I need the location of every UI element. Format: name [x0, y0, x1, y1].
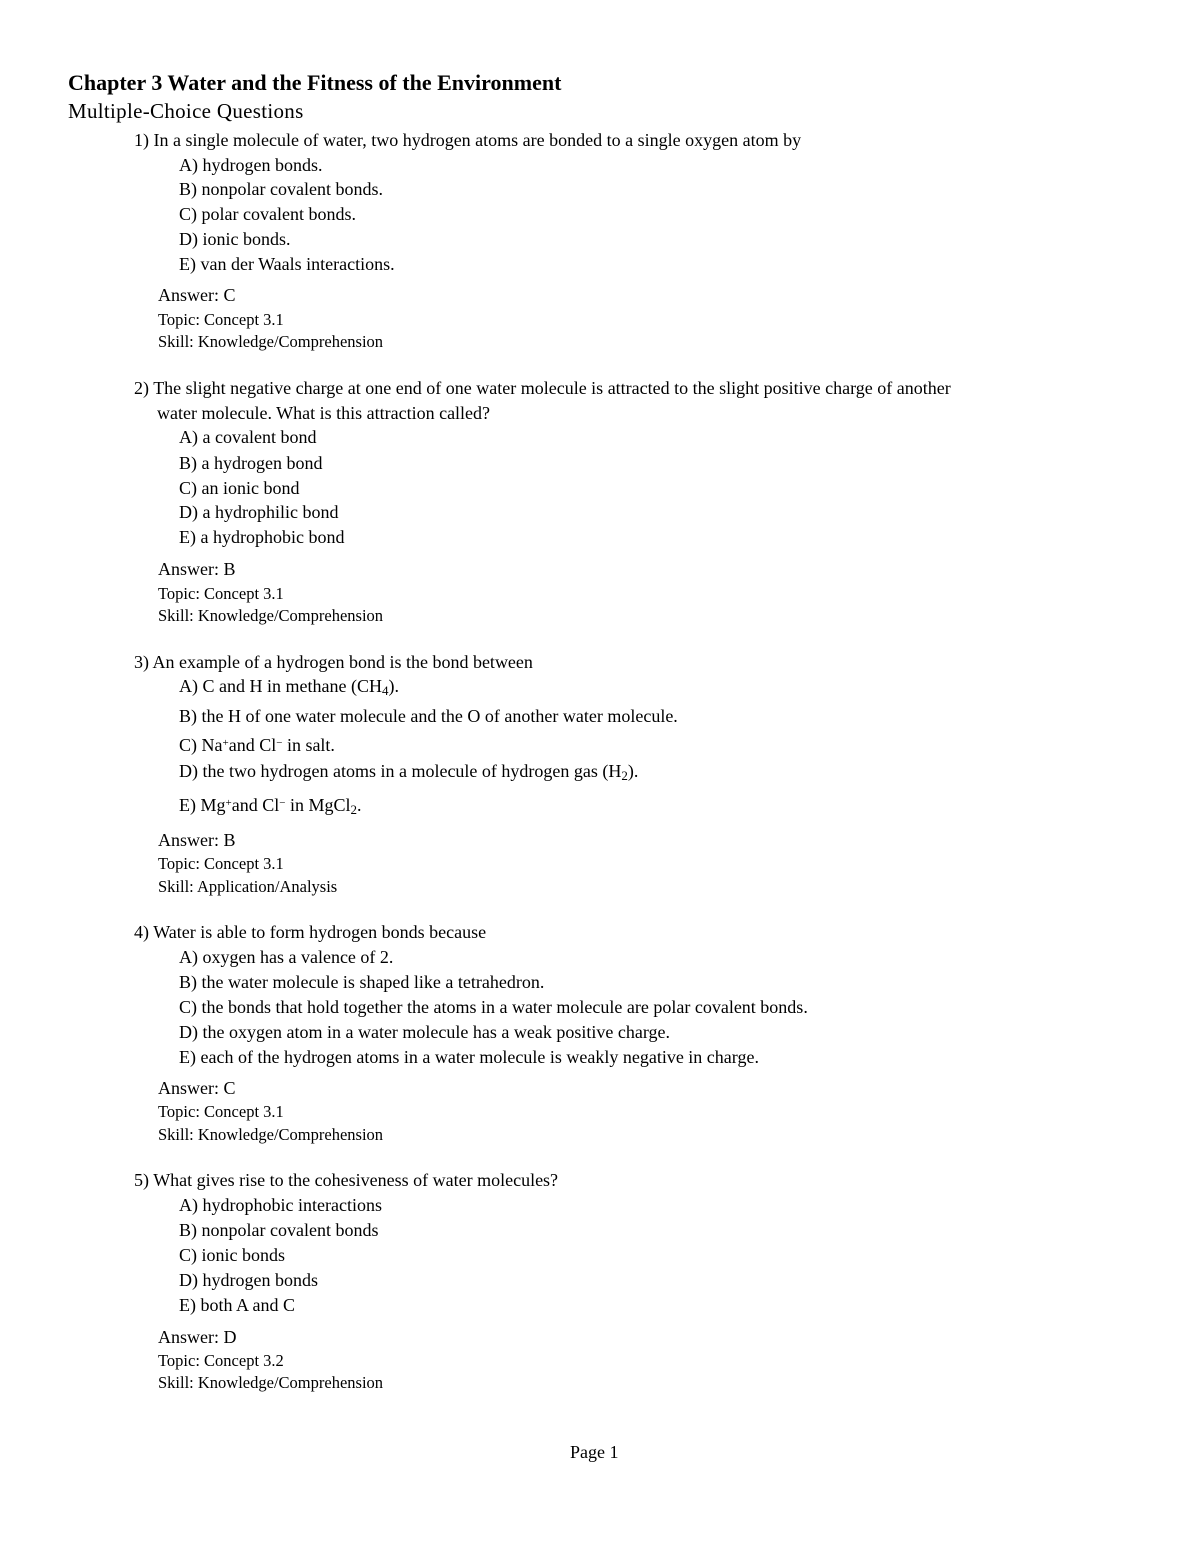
superscript: + [225, 797, 232, 809]
option-text: . [356, 795, 362, 815]
option-e: E) each of the hydrogen atoms in a water molecule is weakly negative in charge. [179, 1047, 759, 1067]
section-title: Multiple-Choice Questions [68, 99, 304, 123]
option-c: C) an ionic bond [179, 478, 300, 498]
answer-line: Answer: D [158, 1327, 237, 1347]
option-a: A) a covalent bond [179, 427, 317, 447]
option-d: D) a hydrophilic bond [179, 502, 339, 522]
question-number: 4) [134, 922, 149, 942]
chapter-title: Chapter 3 Water and the Fitness of the Environment [68, 70, 562, 95]
subscript: 2 [350, 802, 357, 817]
page-number: Page 1 [570, 1442, 619, 1462]
skill-line: Skill: Knowledge/Comprehension [158, 1373, 384, 1392]
option-d: D) hydrogen bonds [179, 1270, 318, 1290]
skill-line: Skill: Knowledge/Comprehension [158, 606, 384, 625]
option-text: C) Na [179, 735, 223, 755]
option-e: E) both A and C [179, 1295, 295, 1315]
superscript: − [276, 737, 283, 749]
option-b: B) nonpolar covalent bonds [179, 1220, 379, 1240]
question-stem [134, 130, 801, 151]
option-a: A) hydrophobic interactions [179, 1195, 382, 1215]
question-number: 5) [134, 1170, 149, 1190]
topic-line: Topic: Concept 3.1 [158, 854, 284, 873]
option-text: ). [627, 761, 639, 781]
skill-line: Skill: Knowledge/Comprehension [158, 1125, 384, 1144]
subscript: 2 [621, 768, 628, 783]
option-text: A) C and H in methane (CH [179, 676, 382, 696]
skill-line: Skill: Knowledge/Comprehension [158, 332, 384, 351]
question-text: In a single molecule of water, two hydrogen atoms are bonded to a single oxygen atom by [153, 130, 802, 150]
superscript: + [222, 737, 229, 749]
question-stem [134, 652, 533, 673]
option-b: B) nonpolar covalent bonds. [179, 179, 383, 199]
answer-line: Answer: C [158, 1078, 236, 1098]
question-text: An example of a hydrogen bond is the bond between [152, 652, 533, 672]
option-b: B) the H of one water molecule and the O of another water molecule. [179, 706, 678, 726]
option-c: C) polar covalent bonds. [179, 204, 356, 224]
option-b: B) a hydrogen bond [179, 453, 323, 473]
question-text: What gives rise to the cohesiveness of water molecules? [153, 1170, 559, 1190]
answer-line: Answer: B [158, 559, 236, 579]
skill-line: Skill: Application/Analysis [158, 877, 338, 896]
option-text: in salt. [282, 735, 335, 755]
question-text-continued: water molecule. What is this attraction called? [157, 403, 491, 423]
question-number: 3) [134, 652, 149, 672]
option-text: and Cl [228, 735, 277, 755]
option-a: A) oxygen has a valence of 2. [179, 947, 394, 967]
topic-line: Topic: Concept 3.1 [158, 584, 284, 603]
option-a [179, 676, 399, 699]
topic-line: Topic: Concept 3.1 [158, 310, 284, 329]
option-c: C) the bonds that hold together the atoms in a water molecule are polar covalent bonds. [179, 997, 808, 1017]
question-text: Water is able to form hydrogen bonds because [153, 922, 487, 942]
question-text: The slight negative charge at one end of one water molecule is attracted to the slight positive charge of another [153, 378, 951, 398]
option-text: ). [388, 676, 399, 696]
option-d [179, 761, 638, 784]
subscript: 4 [381, 683, 389, 698]
option-text: E) Mg [179, 795, 226, 815]
option-b: B) the water molecule is shaped like a tetrahedron. [179, 972, 545, 992]
option-c: C) ionic bonds [179, 1245, 285, 1265]
option-text: D) the two hydrogen atoms in a molecule of hydrogen gas (H [179, 761, 622, 781]
option-a: A) hydrogen bonds. [179, 155, 323, 175]
superscript: − [279, 797, 286, 809]
answer-line: Answer: C [158, 285, 236, 305]
option-text: in MgCl [285, 795, 351, 815]
option-d: D) ionic bonds. [179, 229, 291, 249]
option-e: E) van der Waals interactions. [179, 254, 395, 274]
question-stem [134, 1170, 558, 1191]
option-d: D) the oxygen atom in a water molecule has a weak positive charge. [179, 1022, 670, 1042]
question-stem [134, 922, 486, 943]
question-stem [134, 378, 951, 399]
option-c [179, 735, 335, 756]
question-number: 1) [134, 130, 149, 150]
option-e [179, 795, 361, 818]
option-text: and Cl [231, 795, 280, 815]
topic-line: Topic: Concept 3.1 [158, 1102, 284, 1121]
answer-line: Answer: B [158, 830, 236, 850]
option-e: E) a hydrophobic bond [179, 527, 345, 547]
topic-line: Topic: Concept 3.2 [158, 1351, 284, 1370]
question-number: 2) [134, 378, 149, 398]
